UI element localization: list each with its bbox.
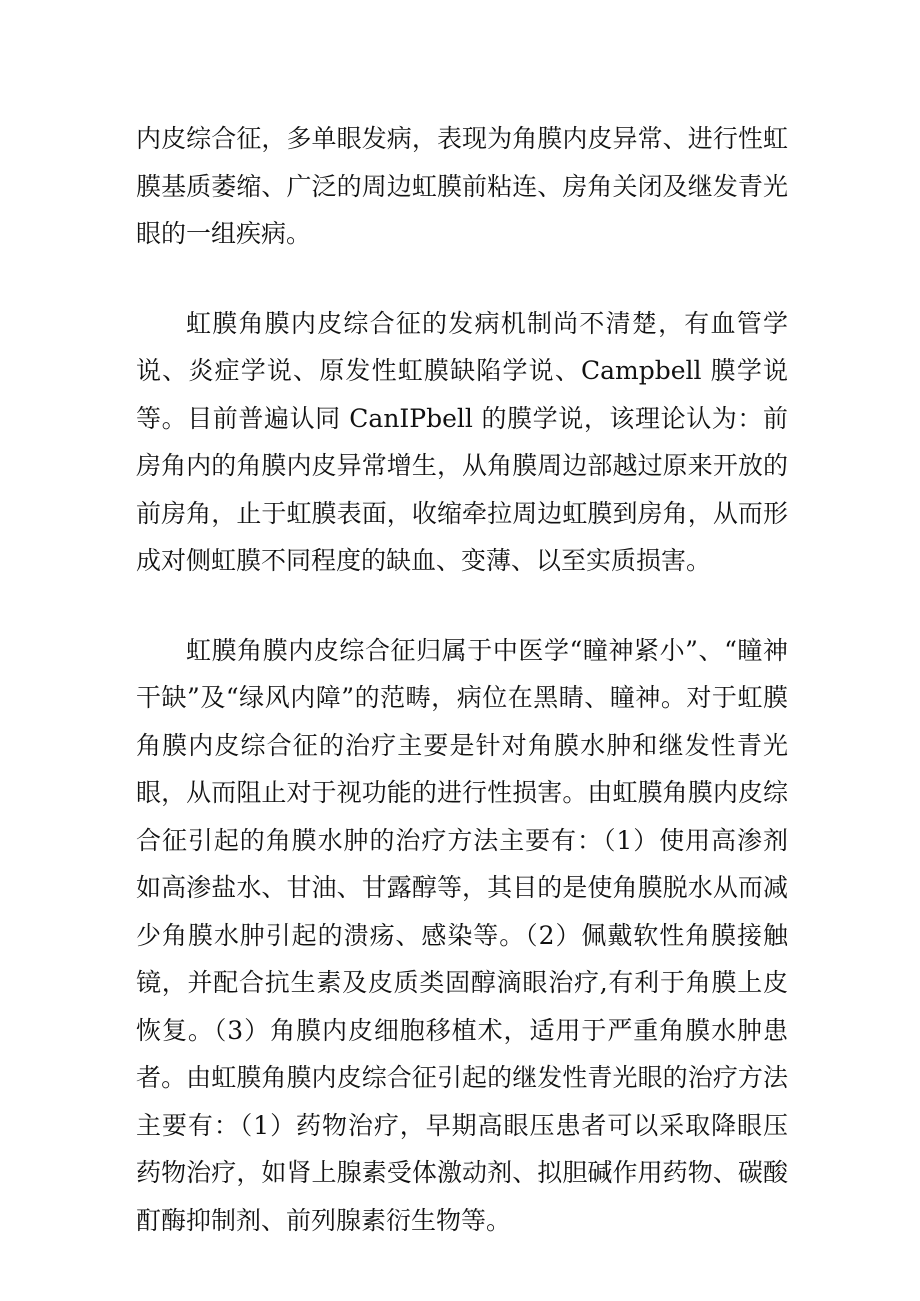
paragraph-continuation: 内皮综合征，多单眼发病，表现为角膜内皮异常、进行性虹膜基质萎缩、广泛的周边虹膜前粘连、房角关闭及继发青光眼的一组疾病。 [136,124,788,248]
paragraph-pathogenesis: 虹膜角膜内皮综合征的发病机制尚不清楚，有血管学说、炎症学说、原发性虹膜缺陷学说、Campbell 膜学说等。目前普遍认同 CanIPbell 的膜学说，该理论认为：前房角内的角膜内皮异常增生，从角膜周边部越过原来开放的前房角，止于虹膜表面，收缩牵拉周边虹膜到房角，从而形成对侧虹膜不同程度的缺血、变薄、以至实质损害。 [136,308,788,575]
paragraph-treatment: 虹膜角膜内皮综合征归属于中医学“瞳神紧小”、“瞳神干缺”及“绿风内障”的范畴，病位在黑睛、瞳神。对于虹膜角膜内皮综合征的治疗主要是针对角膜水肿和继发性青光眼，从而阻止对于视功能的进行性损害。由虹膜角膜内皮综合征引起的角膜水肿的治疗方法主要有：（1）使用高渗剂如高渗盐水、甘油、甘露醇等，其目的是使角膜脱水从而减少角膜水肿引起的溃疡、感染等。（2）佩戴软性角膜接触镜，并配合抗生素及皮质类固醇滴眼治疗,有利于角膜上皮恢复。（3）角膜内皮细胞移植术，适用于严重角膜水肿患者。由虹膜角膜内皮综合征引起的继发性青光眼的治疗方法主要有：（1）药物治疗，早期高眼压患者可以采取降眼压药物治疗，如肾上腺素受体激动剂、拟胆碱作用药物、碳酸酊酶抑制剂、前列腺素衍生物等。 [136,635,788,1235]
document-page [136,115,788,1244]
